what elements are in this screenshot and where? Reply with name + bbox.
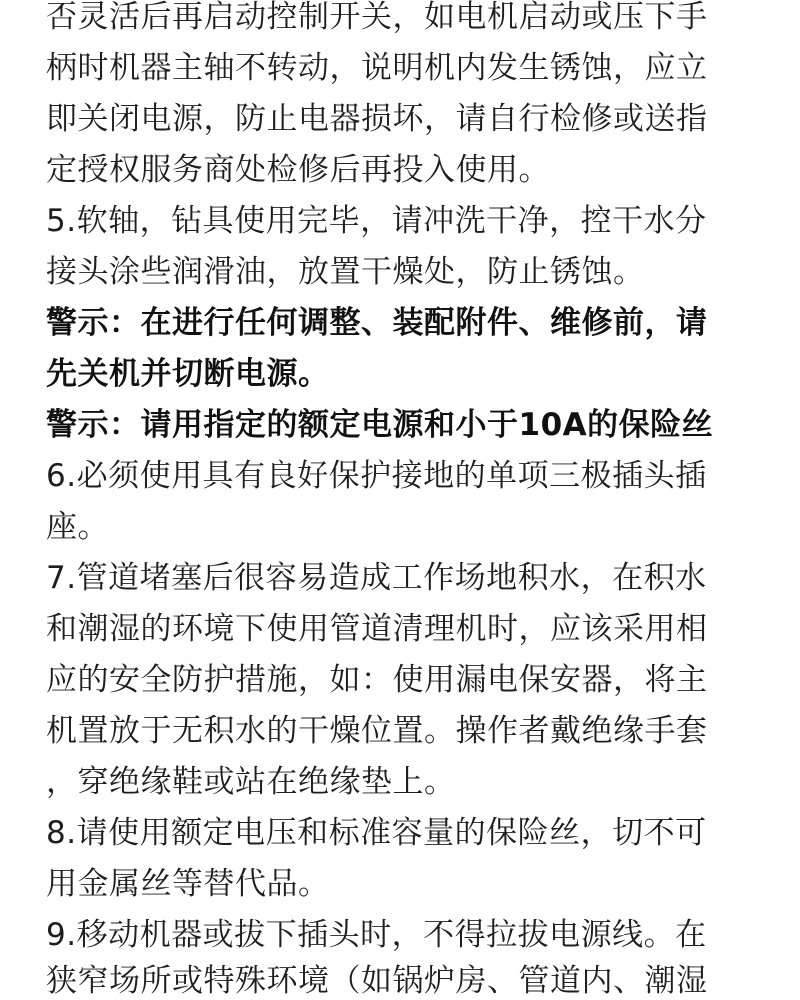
warning-line: 警示：请用指定的额定电源和小于10A的保险丝: [46, 407, 714, 443]
text-line: 狭窄场所或特殊环境（如锅炉房、管道内、潮湿: [46, 963, 708, 999]
text-line: 座。: [46, 509, 109, 545]
text-line: 6.必须使用具有良好保护接地的单项三极插头插: [46, 458, 707, 494]
warning-line: 先关机并切断电源。: [46, 356, 330, 392]
text-line: 用金属丝等替代品。: [46, 866, 330, 902]
text-line: 应的安全防护措施，如：使用漏电保安器，将主: [46, 662, 708, 698]
text-line: 7.管道堵塞后很容易造成工作场地积水，在积水: [46, 560, 707, 596]
text-line: 和潮湿的环境下使用管道清理机时，应该采用相: [46, 611, 708, 647]
text-line: 9.移动机器或拔下插头时，不得拉拔电源线。在: [46, 917, 707, 953]
text-line: 接头涂些润滑油，放置干燥处，防止锈蚀。: [46, 254, 645, 290]
text-line: 柄时机器主轴不转动，说明机内发生锈蚀，应立: [46, 50, 708, 86]
text-line: 5.软轴，钻具使用完毕，请冲洗干净，控干水分: [46, 203, 707, 239]
text-line: 即关闭电源，防止电器损坏，请自行检修或送指: [46, 101, 708, 137]
text-line: 否灵活后再启动控制开关，如电机启动或压下手: [46, 0, 708, 35]
text-line: ，穿绝缘鞋或站在绝缘垫上。: [46, 764, 456, 800]
text-line: 8.请使用额定电压和标准容量的保险丝，切不可: [46, 815, 707, 851]
text-line: 定授权服务商处检修后再投入使用。: [46, 152, 550, 188]
warning-line: 警示：在进行任何调整、装配附件、维修前，请: [46, 305, 708, 341]
text-line: 机置放于无积水的干燥位置。操作者戴绝缘手套: [46, 713, 708, 749]
